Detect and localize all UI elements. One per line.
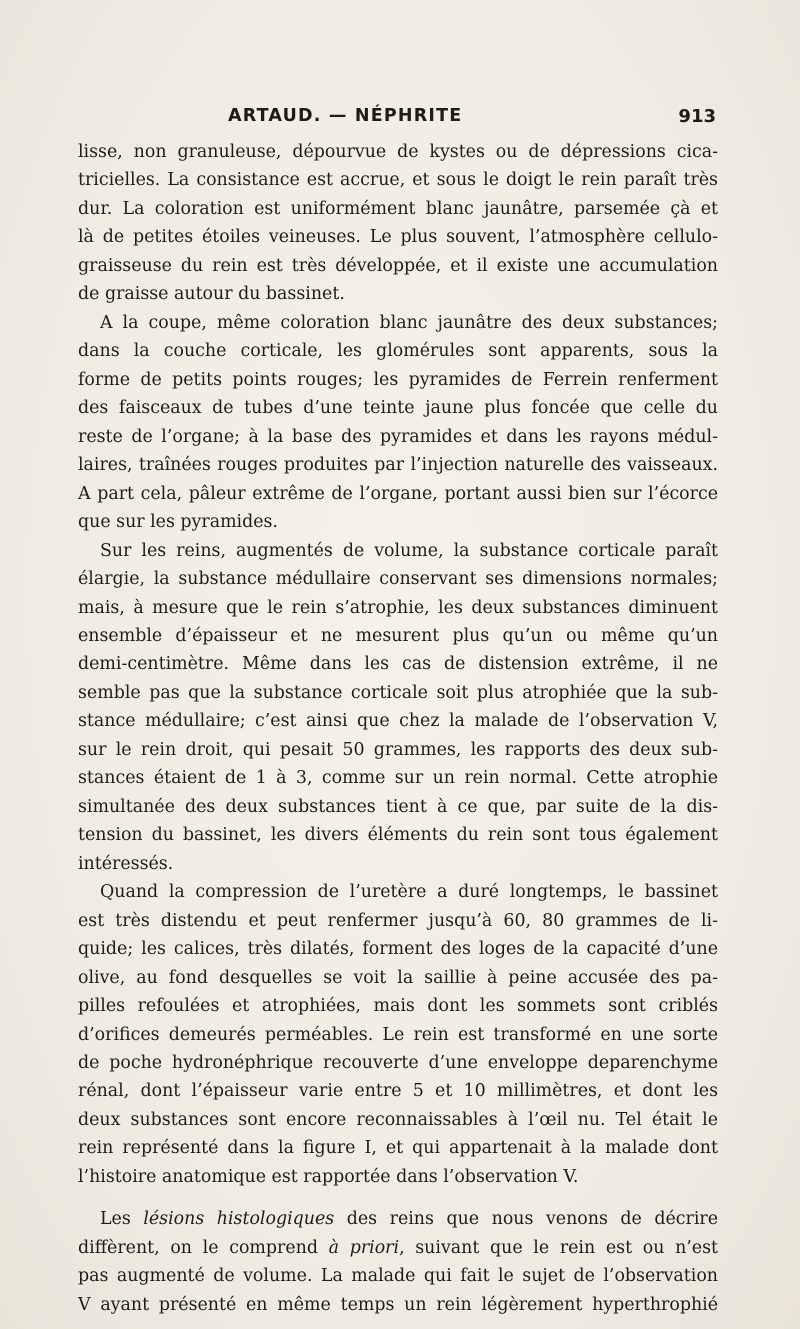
text-line: stances étaient de 1 à 3, comme sur un rein normal. Cette atrophie: [78, 768, 718, 789]
text-line: tension du bassinet, les divers éléments du rein sont tous également: [78, 825, 718, 846]
text-line: V ayant présenté en même temps un rein légèrement hyperthrophié: [78, 1294, 718, 1315]
text-line: d’orifices demeurés perméables. Le rein est transformé en une sorte: [78, 1024, 718, 1045]
page-header: [228, 106, 716, 136]
italic-term: lésions histologiques: [143, 1209, 335, 1230]
text-line: tricielles. La consistance est accrue, et sous le doigt le rein paraît très: [78, 170, 718, 191]
text-line: A part cela, pâleur extrême de l’organe, portant aussi bien sur l’écorce: [78, 483, 718, 504]
text-line: forme de petits points rouges; les pyramides de Ferrein renferment: [78, 369, 718, 390]
text-line: laires, traînées rouges produites par l’injection naturelle des vaisseaux.: [78, 455, 718, 476]
text-line: de poche hydronéphrique recouverte d’une enveloppe deparenchyme: [78, 1053, 718, 1073]
text-line: deux substances sont encore reconnaissables à l’œil nu. Tel était le: [78, 1109, 718, 1130]
italic-term: à priori: [328, 1237, 400, 1258]
text-run: des reins que nous venons de décrire: [334, 1209, 719, 1230]
text-line: que sur les pyramides.: [78, 512, 278, 533]
text-line: olive, au fond desquelles se voit la saillie à peine accusée des pa-: [78, 967, 718, 988]
text-line: dur. La coloration est uniformément blanc jaunâtre, parsemée çà et: [78, 198, 718, 219]
text-line: Quand la compression de l’uretère a duré longtemps, le bassinet: [100, 882, 718, 903]
text-line: demi-centimètre. Même dans les cas de distension extrême, il ne: [78, 654, 718, 675]
text-line: pas augmenté de volume. La malade qui fait le sujet de l’observation: [78, 1266, 718, 1287]
text-line: graisseuse du rein est très développée, et il existe une accumulation: [78, 255, 718, 276]
text-line: pilles refoulées et atrophiées, mais dont les sommets sont criblés: [78, 996, 718, 1017]
text-run: Les: [100, 1209, 144, 1230]
text-line: [78, 1234, 718, 1262]
text-line: semble pas que la substance corticale soit plus atrophiée que la sub-: [78, 682, 718, 703]
page-number: 913: [678, 106, 716, 127]
text-run: diffèrent, on le comprend: [78, 1237, 329, 1258]
text-line: est très distendu et peut renfermer jusqu’à 60, 80 grammes de li-: [78, 910, 718, 931]
text-line: Sur les reins, augmentés de volume, la substance corticale paraît: [100, 540, 718, 561]
text-line: simultanée des deux substances tient à ce que, par suite de la dis-: [78, 796, 718, 817]
text-line: ensemble d’épaisseur et ne mesurent plus qu’un ou même qu’un: [78, 625, 718, 646]
text-line: élargie, la substance médullaire conservant ses dimensions normales;: [78, 569, 718, 590]
text-line: l’histoire anatomique est rapportée dans l’observation V.: [78, 1166, 579, 1187]
text-line: des faisceaux de tubes d’une teinte jaune plus foncée que celle du: [78, 398, 718, 419]
text-line: sur le rein droit, qui pesait 50 grammes, les rapports des deux sub-: [78, 739, 718, 760]
text-line: mais, à mesure que le rein s’atrophie, les deux substances diminuent: [78, 597, 718, 618]
body-text: [78, 138, 718, 1319]
text-line: de graisse autour du bassinet.: [78, 284, 345, 305]
text-line: rénal, dont l’épaisseur varie entre 5 et 10 millimètres, et dont les: [78, 1081, 718, 1102]
text-run: , suivant que le rein est ou n’est: [399, 1237, 719, 1258]
text-line: lisse, non granuleuse, dépourvue de kystes ou de dépressions cica-: [78, 142, 718, 162]
text-line: là de petites étoiles veineuses. Le plus souvent, l’atmosphère cellulo-: [78, 227, 718, 248]
text-line: dans la couche corticale, les glomérules sont apparents, sous la: [78, 341, 718, 362]
text-line: rein représenté dans la figure I, et qui appartenait à la malade dont: [78, 1138, 718, 1159]
text-line: quide; les calices, très dilatés, forment des loges de la capacité d’une: [78, 939, 718, 960]
text-line: [78, 1205, 718, 1233]
text-line: intéressés.: [78, 853, 174, 874]
text-line: stance médullaire; c’est ainsi que chez la malade de l’observation V,: [78, 711, 718, 732]
running-head: ARTAUD. — NÉPHRITE: [228, 106, 463, 126]
text-line: reste de l’organe; à la base des pyramides et dans les rayons médul-: [78, 426, 718, 447]
text-line: A la coupe, même coloration blanc jaunâtre des deux substances;: [100, 312, 718, 333]
